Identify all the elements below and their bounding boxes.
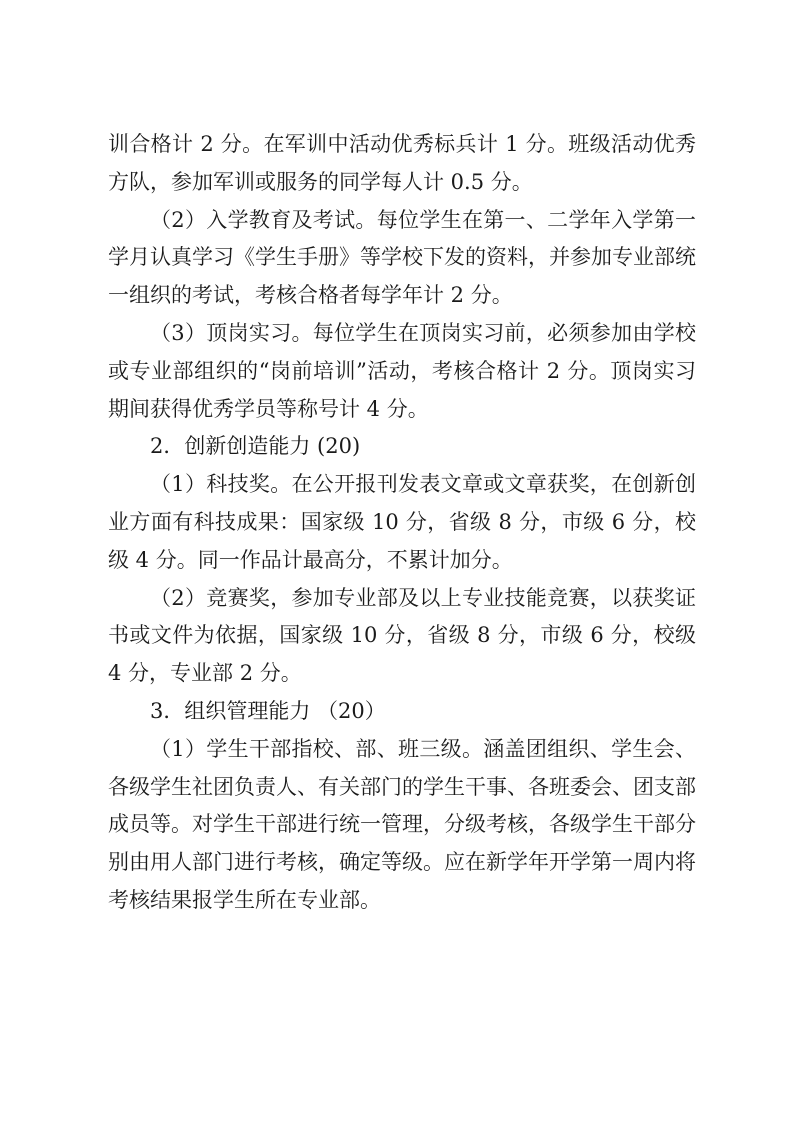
heading-innovation-ability: 2．创新创造能力 (20) [150,434,361,459]
paragraph-competition-award: （2）竞赛奖，参加专业部及以上专业技能竞赛，以获奖证书或文件为依据，国家级 10 分，省级 8 分，市级 6 分，校级 4 分，专业部 2 分。 [108,585,696,686]
paragraph-student-cadres: （1）学生干部指校、部、班三级。涵盖团组织、学生会、各级学生社团负责人、有关部门的学生干事、各班委会、团支部成员等。对学生干部进行统一管理，分级考核，各级学生干部分别由用人部门进行考核，确定等级。应在新学年开学第一周内将考核结果报学生所在专业部。 [108,736,696,912]
paragraph-military-training-continued: 训合格计 2 分。在军训中活动优秀标兵计 1 分。班级活动优秀方队，参加军训或服务的同学每人计 0.5 分。 [108,132,696,194]
paragraph-entrance-education: （2）入学教育及考试。每位学生在第一、二学年入学第一学月认真学习《学生手册》等学校下发的资料，并参加专业部统一组织的考试，考核合格者每学年计 2 分。 [108,207,696,308]
paragraph-technology-award: （1）科技奖。在公开报刊发表文章或文章获奖，在创新创业方面有科技成果：国家级 10 分，省级 8 分，市级 6 分，校级 4 分。同一作品计最高分，不累计加分。 [108,472,696,572]
heading-organization-ability: 3．组织管理能力 （20） [150,698,386,723]
paragraph-internship: （3）顶岗实习。每位学生在顶岗实习前，必须参加由学校或专业部组织的“岗前培训”活动，考核合格计 2 分。顶岗实习期间获得优秀学员等称号计 4 分。 [108,320,696,421]
document-body [108,126,696,920]
